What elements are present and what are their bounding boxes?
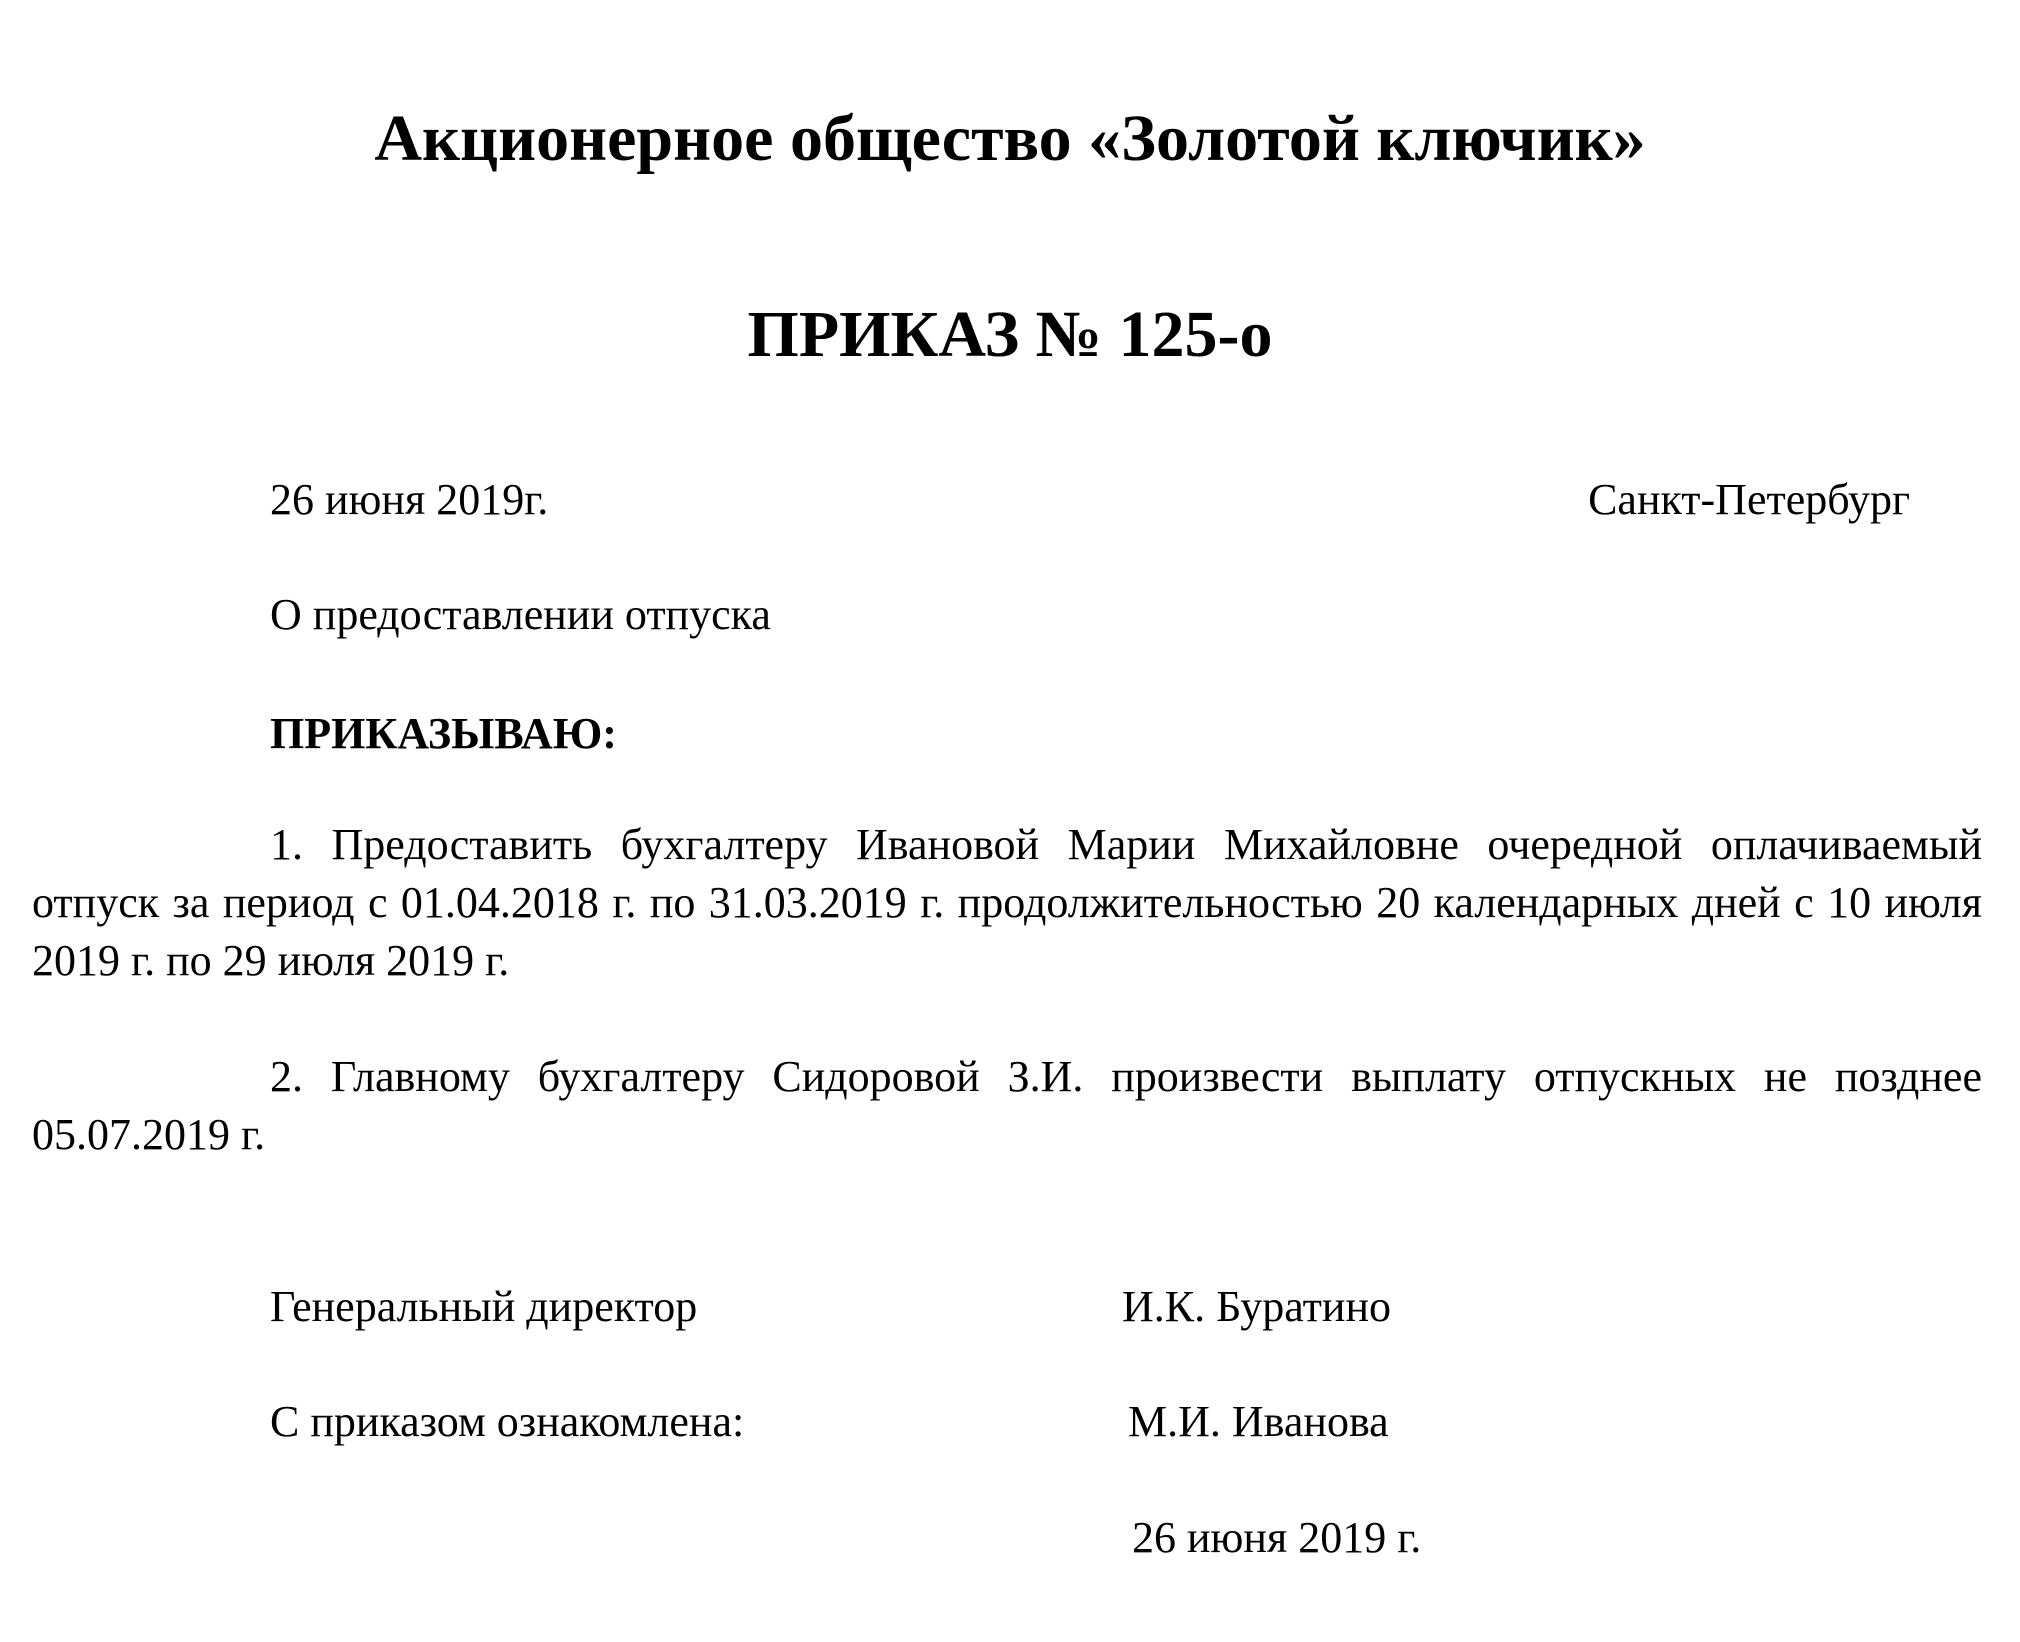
order-verb: ПРИКАЗЫВАЮ: [270,709,617,758]
signature-role: Генеральный директор [270,1282,698,1331]
signature-name: И.К. Буратино [1122,1282,1392,1331]
order-paragraph-1: 1. Предоставить бухгалтеру Ивановой Марии Михайловне очередной оплачиваемый отпуск за период с 01.04.2018 г. по 31.03.2019 г. продолжительностью 20 календарных дней с 10 июля 2019 г. по 29 июля 2019 г. [32,820,1982,985]
order-date: 26 июня 2019г. [270,475,549,524]
acknowledgement-label: С приказом ознакомлена: [270,1397,745,1446]
acknowledgement-date: 26 июня 2019 г. [1132,1513,1422,1562]
order-subject: О предоставлении отпуска [270,590,771,639]
order-title: ПРИКАЗ № 125-о [747,298,1273,371]
order-paragraph-2: 2. Главному бухгалтеру Сидоровой З.И. произвести выплату отпускных не позднее 05.07.2019 г. [32,1052,1982,1159]
acknowledgement-name: М.И. Иванова [1128,1397,1389,1446]
order-city: Санкт-Петербург [1588,475,1910,524]
organization-title: Акционерное общество «Золотой ключик» [374,102,1646,175]
